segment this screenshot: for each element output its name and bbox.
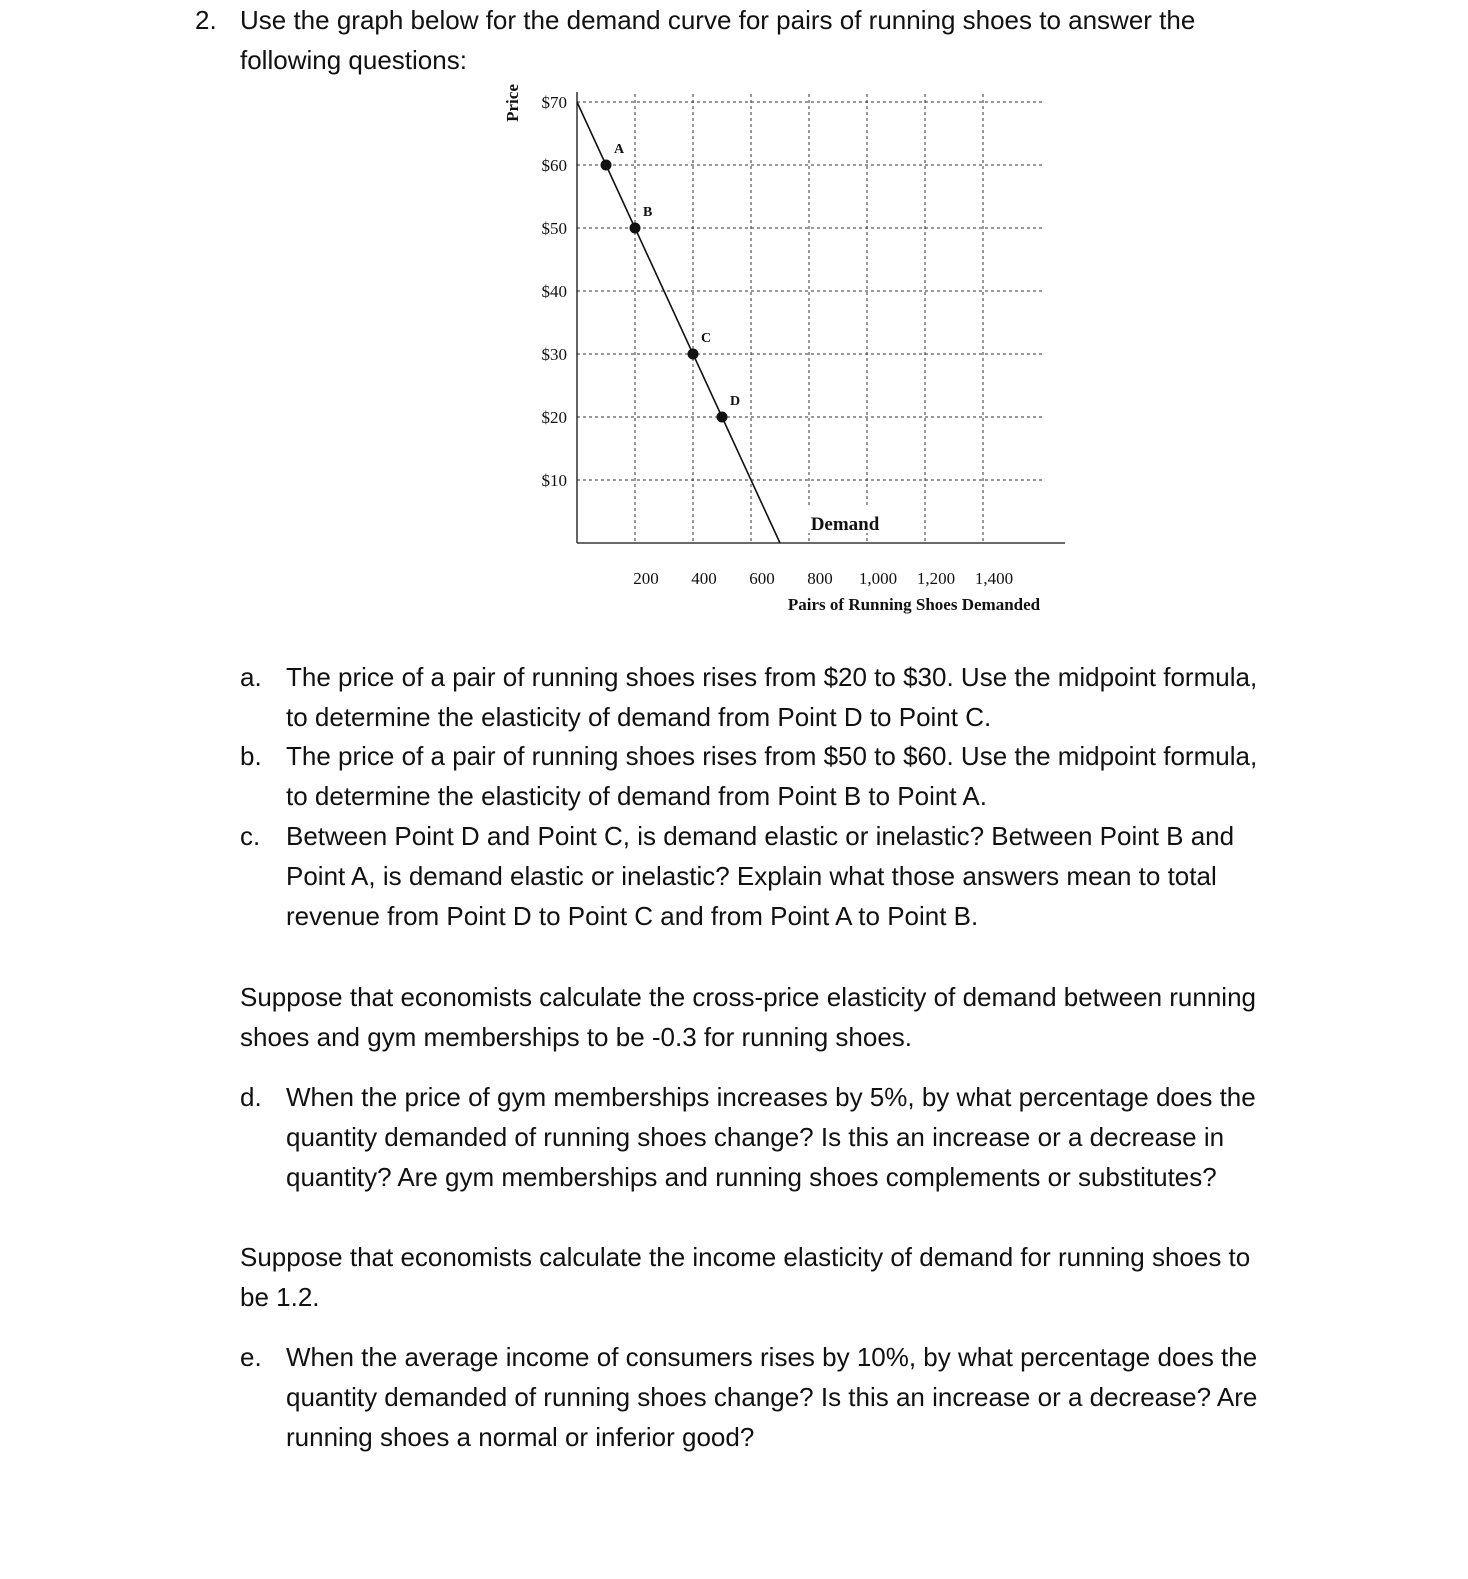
point-c: [688, 349, 699, 360]
question-number: 2.: [195, 5, 217, 35]
question-text: [240, 0, 1195, 80]
point-d: [717, 412, 728, 423]
item-letter: e.: [240, 1342, 262, 1372]
y-tick-label: $20: [541, 408, 567, 427]
x-tick-label: 1,200: [916, 569, 956, 588]
point-b: [630, 223, 641, 234]
item-letter: d.: [240, 1082, 262, 1112]
x-tick-label: 200: [633, 569, 659, 588]
point-label-b: B: [643, 205, 653, 220]
text-line: running shoes a normal or inferior good?: [286, 1422, 755, 1452]
item-letter: b.: [240, 741, 262, 771]
y-axis-title: Price: [503, 84, 522, 122]
y-tick-label: $10: [541, 471, 567, 490]
text-line: quantity demanded of running shoes change? Is this an increase or a decrease in: [286, 1122, 1225, 1152]
text-line: Use the graph below for the demand curve for pairs of running shoes to answer the: [240, 5, 1196, 35]
x-tick-label: 1,000: [858, 569, 898, 588]
text-line: shoes and gym memberships to be -0.3 for running shoes.: [240, 1022, 913, 1052]
x-tick-label: 1,400: [974, 569, 1014, 588]
y-tick-label: $40: [541, 282, 567, 301]
text-line: Suppose that economists calculate the cross-price elasticity of demand between running: [240, 982, 1257, 1012]
text-line: When the price of gym memberships increases by 5%, by what percentage does the: [286, 1082, 1256, 1112]
point-label-d: D: [730, 394, 741, 409]
text-line: to determine the elasticity of demand from Point B to Point A.: [286, 781, 987, 811]
text-line: Point A, is demand elastic or inelastic? Explain what those answers mean to total: [286, 861, 1217, 891]
income-paragraph: [240, 1237, 1250, 1317]
y-tick-label: $60: [541, 156, 567, 175]
x-tick-label: 800: [807, 569, 833, 588]
point-label-c: C: [701, 331, 712, 346]
y-tick-label: $30: [541, 345, 567, 364]
demand-curve-label: Demand: [810, 514, 880, 535]
text-line: When the average income of consumers rises by 10%, by what percentage does the: [286, 1342, 1258, 1372]
y-tick-label: $70: [541, 93, 567, 112]
item-letter: a.: [240, 662, 262, 692]
demand-chart: [490, 70, 1090, 630]
text-line: following questions:: [240, 45, 467, 75]
text-line: Suppose that economists calculate the income elasticity of demand for running shoes to: [240, 1242, 1251, 1272]
x-tick-label: 600: [749, 569, 775, 588]
point-label-a: A: [614, 142, 625, 157]
cross-price-paragraph: [240, 977, 1256, 1057]
y-tick-label: $50: [541, 219, 567, 238]
item-letter: c.: [240, 821, 261, 851]
text-line: The price of a pair of running shoes rises from $50 to $60. Use the midpoint formula,: [286, 741, 1258, 771]
text-line: quantity? Are gym memberships and running shoes complements or substitutes?: [286, 1162, 1217, 1192]
text-line: revenue from Point D to Point C and from Point A to Point B.: [286, 901, 979, 931]
x-axis-title: Pairs of Running Shoes Demanded: [787, 595, 1041, 614]
point-a: [601, 160, 612, 171]
text-line: be 1.2.: [240, 1282, 320, 1312]
text-line: to determine the elasticity of demand from Point D to Point C.: [286, 702, 992, 732]
x-tick-label: 400: [691, 569, 717, 588]
text-line: The price of a pair of running shoes rises from $20 to $30. Use the midpoint formula,: [286, 662, 1258, 692]
text-line: Between Point D and Point C, is demand elastic or inelastic? Between Point B and: [286, 821, 1235, 851]
text-line: quantity demanded of running shoes change? Is this an increase or a decrease? Are: [286, 1382, 1258, 1412]
